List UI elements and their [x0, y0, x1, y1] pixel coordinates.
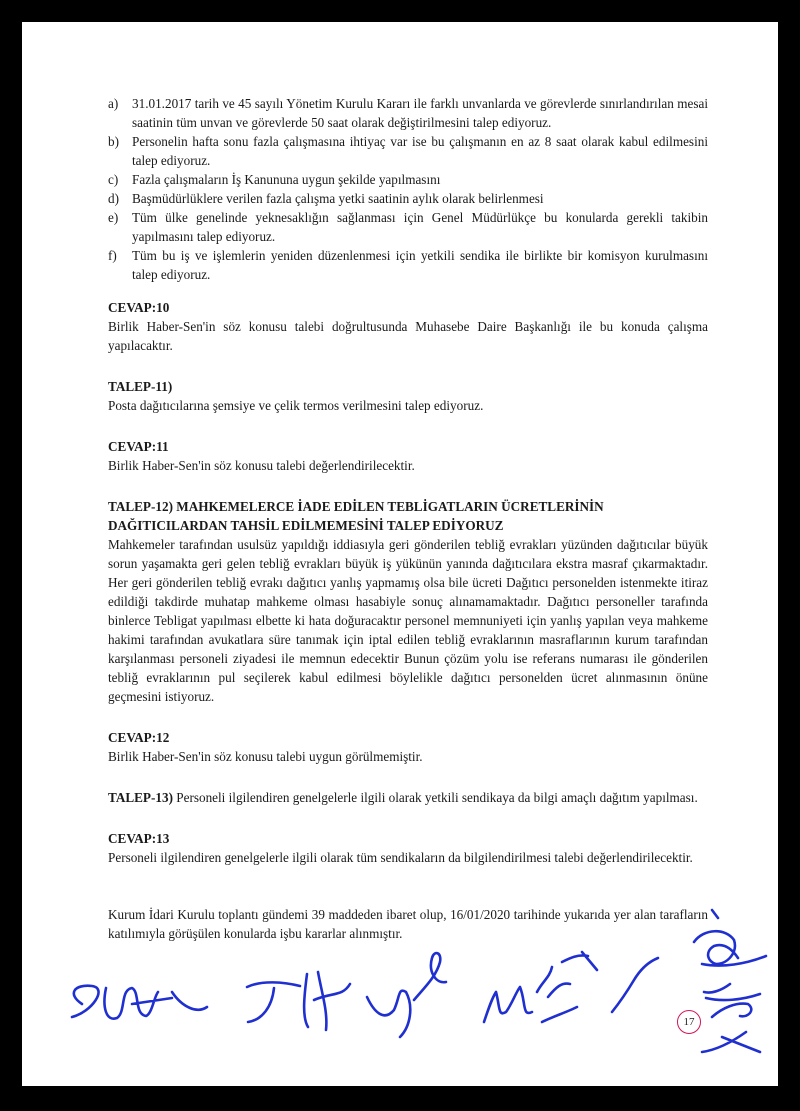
talep-12-heading: TALEP-12) MAHKEMELERCE İADE EDİLEN TEBLİGATLARIN ÜCRETLERİNİN DAĞITICILARDAN TAHSİL EDİLMEMESİNİ TALEP EDİYORUZ [108, 499, 604, 533]
cevap-12-heading: CEVAP:12 [108, 730, 170, 745]
signature-1 [72, 986, 207, 1019]
document-page [22, 22, 778, 1086]
talep-11-text: Posta dağıtıcılarına şemsiye ve çelik termos verilmesini talep ediyoruz. [108, 398, 484, 413]
document-body [108, 94, 708, 943]
talep-11-heading: TALEP-11) [108, 379, 173, 394]
list-item: b) Personelin hafta sonu fazla çalışmasına ihtiyaç var ise bu çalışmanın en az 8 saat olarak kabul edilmesini talep ediyoruz. [108, 134, 708, 168]
talep-13-text: Personeli ilgilendiren genelgelerle ilgili olarak yetkili sendikaya da bilgi amaçlı dağıtım yapılması. [176, 790, 698, 805]
cevap-11-text: Birlik Haber-Sen'in söz konusu talebi değerlendirilecektir. [108, 458, 415, 473]
cevap-12-text: Birlik Haber-Sen'in söz konusu talebi uygun görülmemiştir. [108, 749, 423, 764]
talep-13-paragraph [108, 788, 708, 807]
cevap-13-text: Personeli ilgilendiren genelgelerle ilgili olarak tüm sendikaların da bilgilendirilmesi talebi değerlendirilecektir. [108, 850, 693, 865]
page-number: 17 [677, 1010, 701, 1034]
request-list [108, 94, 708, 284]
cevap-10-text: Birlik Haber-Sen'in söz konusu talebi doğrultusunda Muhasebe Daire Başkanlığı ile bu konuda çalışma yapılacaktır. [108, 319, 708, 353]
list-item: f) Tüm bu iş ve işlemlerin yeniden düzenlenmesi için yetkili sendika ile birlikte bir komisyon kurulmasını talep ediyoruz. [108, 248, 708, 282]
signature-3 [367, 953, 446, 1037]
list-item: c) Fazla çalışmaların İş Kanununa uygun şekilde yapılmasını [108, 172, 441, 187]
signature-5 [612, 958, 658, 1012]
list-item: e) Tüm ülke genelinde yeknesaklığın sağlanması için Genel Müdürlükçe bu konularda gerekli takibin yapılmasını talep ediyoruz. [108, 210, 708, 244]
cevap-10-heading: CEVAP:10 [108, 300, 170, 315]
cevap-11-heading: CEVAP:11 [108, 439, 169, 454]
list-item: d) Başmüdürlüklere verilen fazla çalışma yetki saatinin aylık olarak belirlenmesi [108, 191, 544, 206]
list-item: a) 31.01.2017 tarih ve 45 sayılı Yönetim Kurulu Kararı ile farklı unvanlarda ve görevlerde sınırlandırılan mesai saatinin tüm unvan ve görevlerde 50 saat olarak değiştirilmesini talep ediyoruz. [108, 96, 708, 130]
talep-12-text: Mahkemeler tarafından usulsüz yapıldığı iddiasıyla geri gönderilen tebliğ evrakları yüzünden dağıtıcılar büyük sorun yaşamakta geri gelen tebliğ evrakları büyük iş yükünün yanında dağıtıcılara ekstra masraf çıkarmaktadır. Her geri gönderilen tebliğ evrakı dağıtıcı yanlış yapmamış olsa bile ücreti Dağıtıcı personelden istenmekte itiraz edildiği takdirde muhatap mahkeme olması hasabiyle sonuç alınamamaktadır. Dağıtıcı personeller tarafında binlerce Tebligat yapılması elbette ki hata doğuracaktır personel memnuniyeti için yanlış yapılan veya mahkeme hakimi tarafından avukatlara süre tanımak için iptal edilen tebliğ evraklarının masraflarının kurum tarafından karşılanması personeli ziyadesi ile memnun edecektir Bunun çözüm yolu ise referans numarası ile gönderilen tebliğ evraklarının pul seçilerek kabul edilmesi böylelikle dağıtıcı personelden ücret alınmasının önüne geçmesini istiyoruz. [108, 537, 708, 704]
talep-13-heading: TALEP-13) [108, 790, 173, 805]
cevap-13-heading: CEVAP:13 [108, 831, 170, 846]
signature-2 [247, 972, 350, 1030]
closing-statement: Kurum İdari Kurulu toplantı gündemi 39 maddeden ibaret olup, 16/01/2020 tarihinde yukarıda yer alan tarafların katılımıyla görüşülen konularda işbu kararlar alınmıştır. [108, 907, 708, 941]
signature-4 [484, 952, 597, 1022]
